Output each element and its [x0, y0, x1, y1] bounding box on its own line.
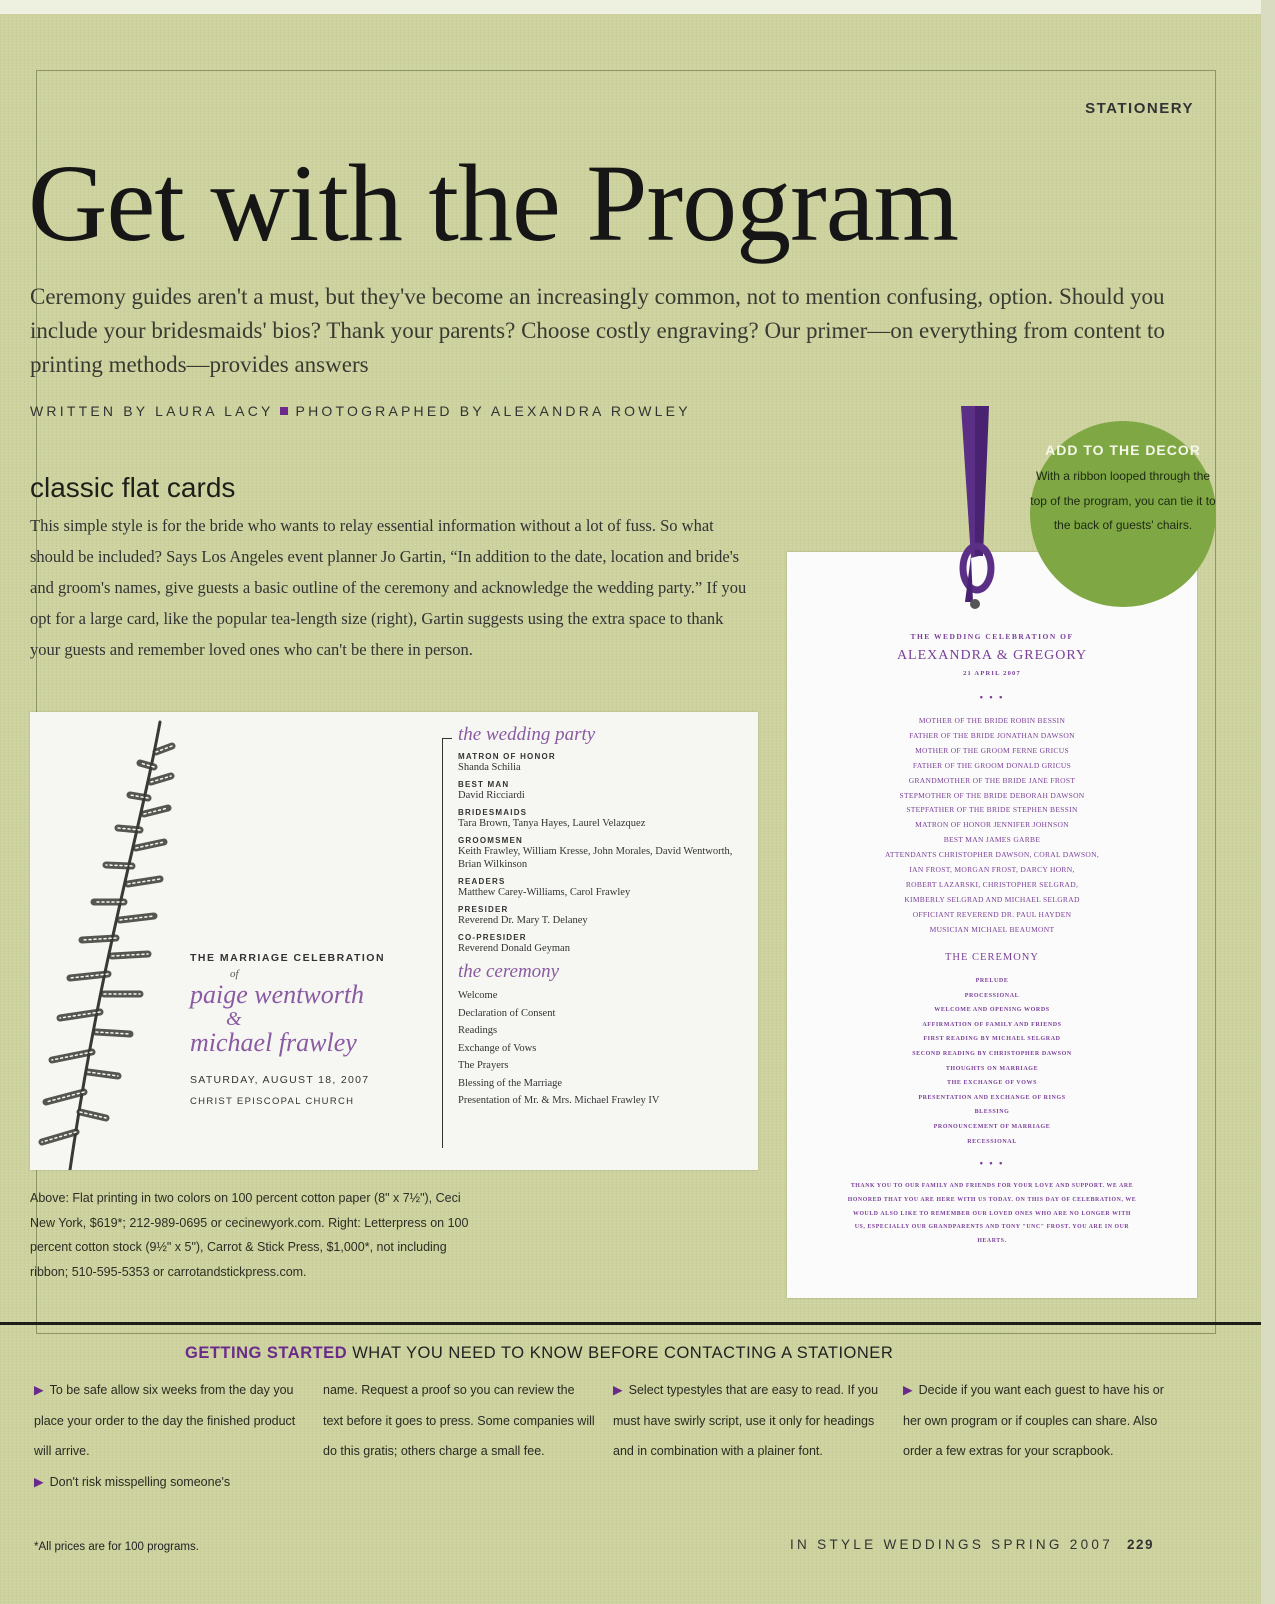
- card-ceremony-line: FIRST READING BY MICHAEL SELGRAD: [923, 1036, 1061, 1043]
- ceremony-item: Presentation of Mr. & Mrs. Michael Frawley IV: [458, 1095, 660, 1106]
- tip-text: Select typestyles that are easy to read. If you must have swirly script, use it only for headings and in combination with a plainer font.: [613, 1383, 879, 1458]
- card-party-line: FATHER OF THE BRIDE JONATHAN DAWSON: [909, 730, 1075, 740]
- ceremony-item: Welcome: [458, 990, 498, 1001]
- card-party-line: BEST MAN JAMES GARBE: [943, 835, 1041, 845]
- wedding-party-heading: the wedding party: [458, 724, 596, 745]
- card-party-line: GRANDMOTHER OF THE BRIDE JANE FROST: [908, 775, 1076, 785]
- page-title: Get with the Program: [28, 142, 959, 264]
- party-role: GROOMSMEN: [458, 836, 524, 845]
- badge-text: With a ribbon looped through the top of the program, you can tie it to the back of guests' chairs.: [1030, 469, 1216, 532]
- card-ceremony-line: RECESSIONAL: [967, 1138, 1017, 1145]
- ceremony-item: Blessing of the Marriage: [458, 1077, 563, 1089]
- card-thank-you: THANK YOU TO OUR FAMILY AND FRIENDS FOR YOUR LOVE AND SUPPORT. WE ARE HONORED THAT YOU ARE HERE WITH US TODAY. ON THIS DAY OF CELEBRATION, WE WOULD ALSO LIKE TO REMEMBER OUR LOVED ONES WHO ARE NO LONGER WITH US, ESPECIALLY OUR GRANDPARENTS AND TONY "UNC" FROST. YOU ARE IN OUR HEARTS.: [847, 1183, 1137, 1245]
- marriage-celebration-block: [190, 952, 450, 1107]
- tip-text: Decide if you want each guest to have his or her own program or if couples can share. Also order a few extras for your scrapbook.: [903, 1383, 1164, 1458]
- card-party-line: ROBERT LAZARSKI, CHRISTOPHER SELGRAD,: [905, 879, 1079, 889]
- wedding-date: SATURDAY, AUGUST 18, 2007: [190, 1074, 370, 1086]
- card-ceremony-list: [787, 974, 1197, 1149]
- card-divider: [442, 738, 443, 1148]
- card-party-line: STEPFATHER OF THE BRIDE STEPHEN BESSIN: [906, 805, 1078, 815]
- bride-name: paige wentworth: [190, 980, 365, 1009]
- card-party-line: IAN FROST, MORGAN FROST, DARCY HORN,: [909, 865, 1075, 875]
- ceremony-item: Readings: [458, 1025, 498, 1036]
- church-name: CHRIST EPISCOPAL CHURCH: [190, 1096, 355, 1107]
- purple-ribbon: [945, 406, 1005, 616]
- card-party-line: MATRON OF HONOR JENNIFER JOHNSON: [915, 820, 1069, 830]
- tips-column-4: [903, 1375, 1178, 1467]
- card-ceremony-line: THE EXCHANGE OF VOWS: [946, 1080, 1038, 1087]
- card-party-line: MUSICIAN MICHAEL BEAUMONT: [929, 924, 1055, 934]
- scan-right-edge: [1261, 0, 1275, 1604]
- party-names: Reverend Dr. Mary T. Delaney: [458, 915, 588, 926]
- getting-started-title: [185, 1344, 893, 1363]
- party-names: Tara Brown, Tanya Hayes, Laurel Velazquez: [458, 818, 646, 829]
- ceremony-item: Exchange of Vows: [458, 1042, 537, 1054]
- card-ceremony-line: PRONOUNCEMENT OF MARRIAGE: [933, 1123, 1051, 1130]
- card-ceremony-line: PRESENTATION AND EXCHANGE OF RINGS: [918, 1094, 1066, 1101]
- dek: Ceremony guides aren't a must, but they've become an increasingly common, not to mention confusing, option. Should you include your bridesmaids' bios? Thank your parents? Choose costly engraving? Our primer—on everything from content to printing methods—provides answers: [30, 284, 1165, 377]
- card-party-list: [787, 714, 1197, 938]
- fern-illustration: [30, 712, 200, 1170]
- card-party-line: MOTHER OF THE GROOM FERNE GRICUS: [915, 745, 1069, 755]
- byline: [30, 403, 691, 419]
- page-folio: [790, 1537, 1154, 1552]
- card-party-line: KIMBERLY SELGRAD AND MICHAEL SELGRAD: [904, 894, 1080, 904]
- party-role: CO-PRESIDER: [458, 933, 527, 942]
- party-names: Matthew Carey-Williams, Carol Frawley: [458, 887, 631, 898]
- tips-column-1: [34, 1375, 309, 1497]
- card-ceremony-line: PROCESSIONAL: [964, 992, 1020, 999]
- arrow-bullet-icon: ▶: [903, 1383, 913, 1397]
- body-text: This simple style is for the bride who wants to relay essential information without a lot of fuss. So what should be included? Says Los Angeles event planner Jo Gartin, “In addition to the date, location and bride's and groom's names, give guests a basic outline of the ceremony and acknowledge the wedding party.” If you opt for a large card, like the popular tea-length size (right), Gartin suggests using the extra space to thank your guests and remember loved ones who can't be there in person.: [30, 516, 747, 659]
- card-ceremony-heading: THE CEREMONY: [945, 952, 1039, 963]
- flat-card-photo: [30, 712, 758, 1170]
- card-ceremony-line: BLESSING: [974, 1109, 1010, 1116]
- byline-writer: WRITTEN BY LAURA LACY: [30, 403, 274, 419]
- ornament-dots: • • •: [979, 692, 1005, 702]
- party-role: BRIDESMAIDS: [458, 808, 528, 817]
- price-footnote: *All prices are for 100 programs.: [34, 1541, 199, 1553]
- party-entry: [458, 877, 748, 899]
- party-entry: [458, 933, 748, 955]
- scan-top-edge: [0, 0, 1275, 14]
- card-party-line: FATHER OF THE GROOM DONALD GRICUS: [912, 760, 1072, 770]
- photo-caption: Above: Flat printing in two colors on 100 percent cotton paper (8" x 7½"), Ceci New York, $619*; 212-989-0695 or cecinewyork.com. Right: Letterpress on 100 percent cotton stock (9½" x 5"), Carrot & Stick Press, $1,000*, not including ribbon; 510-595-5353 or carrotandstickpress.com.: [30, 1191, 469, 1279]
- wedding-party-list: [458, 724, 748, 1110]
- square-bullet-icon: [280, 407, 288, 415]
- arrow-bullet-icon: ▶: [613, 1383, 623, 1397]
- party-names: David Ricciardi: [458, 790, 525, 801]
- card-ceremony-line: AFFIRMATION OF FAMILY AND FRIENDS: [922, 1021, 1062, 1028]
- add-to-decor-badge: [1030, 421, 1216, 607]
- ceremony-item: Declaration of Consent: [458, 1007, 556, 1019]
- celebration-of: of: [230, 968, 239, 980]
- tip-text: Don't risk misspelling someone's: [49, 1474, 231, 1489]
- card-party-line: OFFICIANT REVEREND DR. PAUL HAYDEN: [912, 909, 1072, 919]
- tips-column-2: [323, 1375, 598, 1467]
- publication-name: IN STYLE WEDDINGS SPRING 2007: [790, 1537, 1114, 1552]
- arrow-bullet-icon: ▶: [34, 1474, 44, 1489]
- section-rule: [0, 1322, 1261, 1325]
- card-party-line: STEPMOTHER OF THE BRIDE DEBORAH DAWSON: [899, 790, 1085, 800]
- party-entry: [458, 780, 748, 802]
- groom-name: michael frawley: [190, 1028, 357, 1057]
- ampersand: &: [226, 1008, 242, 1030]
- party-entry: [458, 808, 748, 830]
- badge-heading: ADD TO THE DECOR: [1045, 442, 1201, 458]
- party-role: READERS: [458, 877, 506, 886]
- celebration-heading: THE MARRIAGE CELEBRATION: [190, 952, 386, 964]
- card-kicker: THE WEDDING CELEBRATION OF: [910, 632, 1074, 641]
- byline-photographer: PHOTOGRAPHED BY ALEXANDRA ROWLEY: [295, 403, 691, 419]
- card-party-line: ATTENDANTS CHRISTOPHER DAWSON, CORAL DAWSON,: [884, 850, 1100, 860]
- card-ceremony-line: SECOND READING BY CHRISTOPHER DAWSON: [912, 1050, 1072, 1057]
- tip-text: name. Request a proof so you can review the text before it goes to press. Some companies will do this gratis; others charge a small fee.: [323, 1383, 595, 1458]
- party-role: BEST MAN: [458, 780, 510, 789]
- ceremony-heading: the ceremony: [458, 961, 560, 982]
- party-role: PRESIDER: [458, 905, 509, 914]
- arrow-bullet-icon: ▶: [34, 1383, 44, 1397]
- ceremony-item: The Prayers: [458, 1060, 509, 1071]
- party-role: MATRON OF HONOR: [458, 752, 556, 761]
- tea-length-card: [787, 552, 1197, 1298]
- party-entry: [458, 905, 748, 927]
- section-heading: classic flat cards: [30, 472, 236, 503]
- card-ceremony-line: THOUGHTS ON MARRIAGE: [945, 1065, 1039, 1072]
- party-names: Keith Frawley, William Kresse, John Morales, David Wentworth, Brian Wilkinson: [458, 846, 733, 870]
- getting-started-label: GETTING STARTED: [185, 1344, 348, 1362]
- tips-column-3: [613, 1375, 888, 1467]
- couple-names: ALEXANDRA & GREGORY: [896, 648, 1088, 663]
- party-entry: [458, 752, 748, 774]
- card-party-line: MOTHER OF THE BRIDE ROBIN BESSIN: [918, 716, 1066, 725]
- section-label: STATIONERY: [1085, 100, 1194, 117]
- card-date: 21 APRIL 2007: [963, 670, 1021, 677]
- party-entry: [458, 836, 748, 871]
- card-ceremony-line: WELCOME AND OPENING WORDS: [934, 1007, 1050, 1014]
- party-names: Reverend Donald Geyman: [458, 943, 570, 954]
- card-ceremony-line: PRELUDE: [975, 978, 1009, 984]
- ornament-dots: • • •: [979, 1158, 1005, 1168]
- card-divider-tick: [442, 738, 452, 739]
- page-number: 229: [1127, 1537, 1155, 1552]
- party-names: Shanda Schilia: [458, 762, 521, 773]
- getting-started-heading: WHAT YOU NEED TO KNOW BEFORE CONTACTING A STATIONER: [352, 1344, 894, 1362]
- tip-text: To be safe allow six weeks from the day you place your order to the day the finished product will arrive.: [34, 1383, 296, 1458]
